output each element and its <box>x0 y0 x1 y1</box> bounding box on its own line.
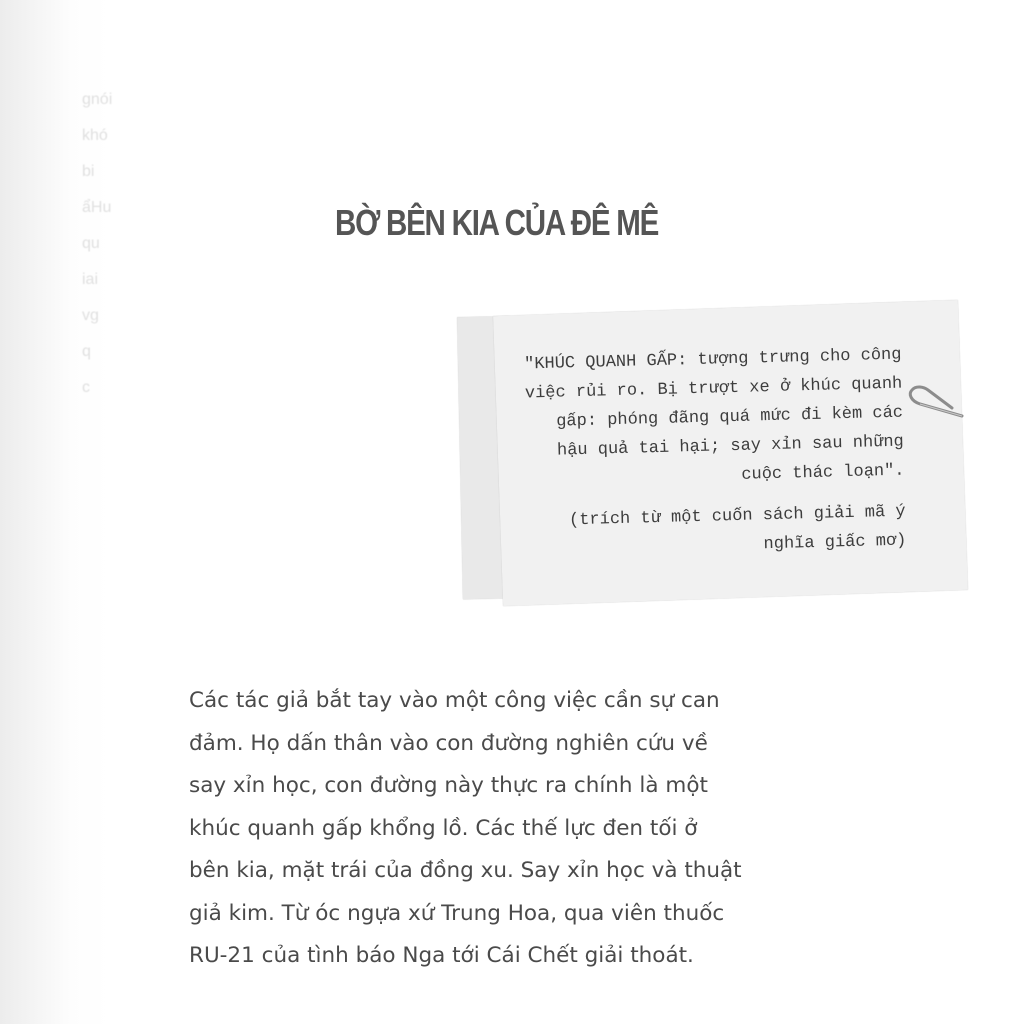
bleed-line: iai <box>82 271 99 288</box>
bleed-line: vg <box>82 307 99 324</box>
body-line: Các tác giả bắt tay vào một công việc cần sự can <box>189 688 720 713</box>
note-source-line: (trích từ một cuốn sách giải mã ý <box>568 502 906 531</box>
bleed-line: khó <box>82 127 108 144</box>
note-line: "KHÚC QUANH GẤP: tượng trưng cho công <box>523 345 902 375</box>
paperclip-icon <box>906 382 964 422</box>
body-line: giả kim. Từ óc ngựa xứ Trung Hoa, qua viên thuốc <box>189 900 725 926</box>
body-line: đảm. Họ dấn thân vào con đường nghiên cứu về <box>189 730 708 756</box>
bleed-line: gnói <box>82 91 113 108</box>
note-line: hậu quả tai hại; say xỉn sau những <box>556 432 905 461</box>
bleed-line: qu <box>82 235 100 252</box>
bleed-through-text <box>82 82 142 406</box>
quote-note <box>458 300 968 600</box>
note-line: việc rủi ro. Bị trượt xe ở khúc quanh <box>524 374 903 404</box>
bleed-line: ẩHu <box>82 199 112 216</box>
bleed-line: bi <box>82 163 95 180</box>
bleed-line: q <box>82 343 91 360</box>
note-source-line: nghĩa giấc mơ) <box>763 531 907 555</box>
note-line: gấp: phóng đãng quá mức đi kèm các <box>556 403 904 432</box>
body-line: bên kia, mặt trái của đồng xu. Say xỉn học và thuật <box>189 858 742 883</box>
body-line: say xỉn học, con đường này thực ra chính là một <box>189 773 708 798</box>
bleed-line: c <box>82 379 90 396</box>
note-text <box>485 341 906 567</box>
note-line: cuộc thác loạn". <box>741 461 905 485</box>
body-line: khúc quanh gấp khổng lồ. Các thế lực đen tối ở <box>189 815 698 841</box>
page-title: BỜ BÊN KIA CỦA ĐÊ MÊ <box>335 202 659 243</box>
body-paragraph <box>189 680 829 978</box>
body-line: RU-21 của tình báo Nga tới Cái Chết giải thoát. <box>189 943 694 968</box>
